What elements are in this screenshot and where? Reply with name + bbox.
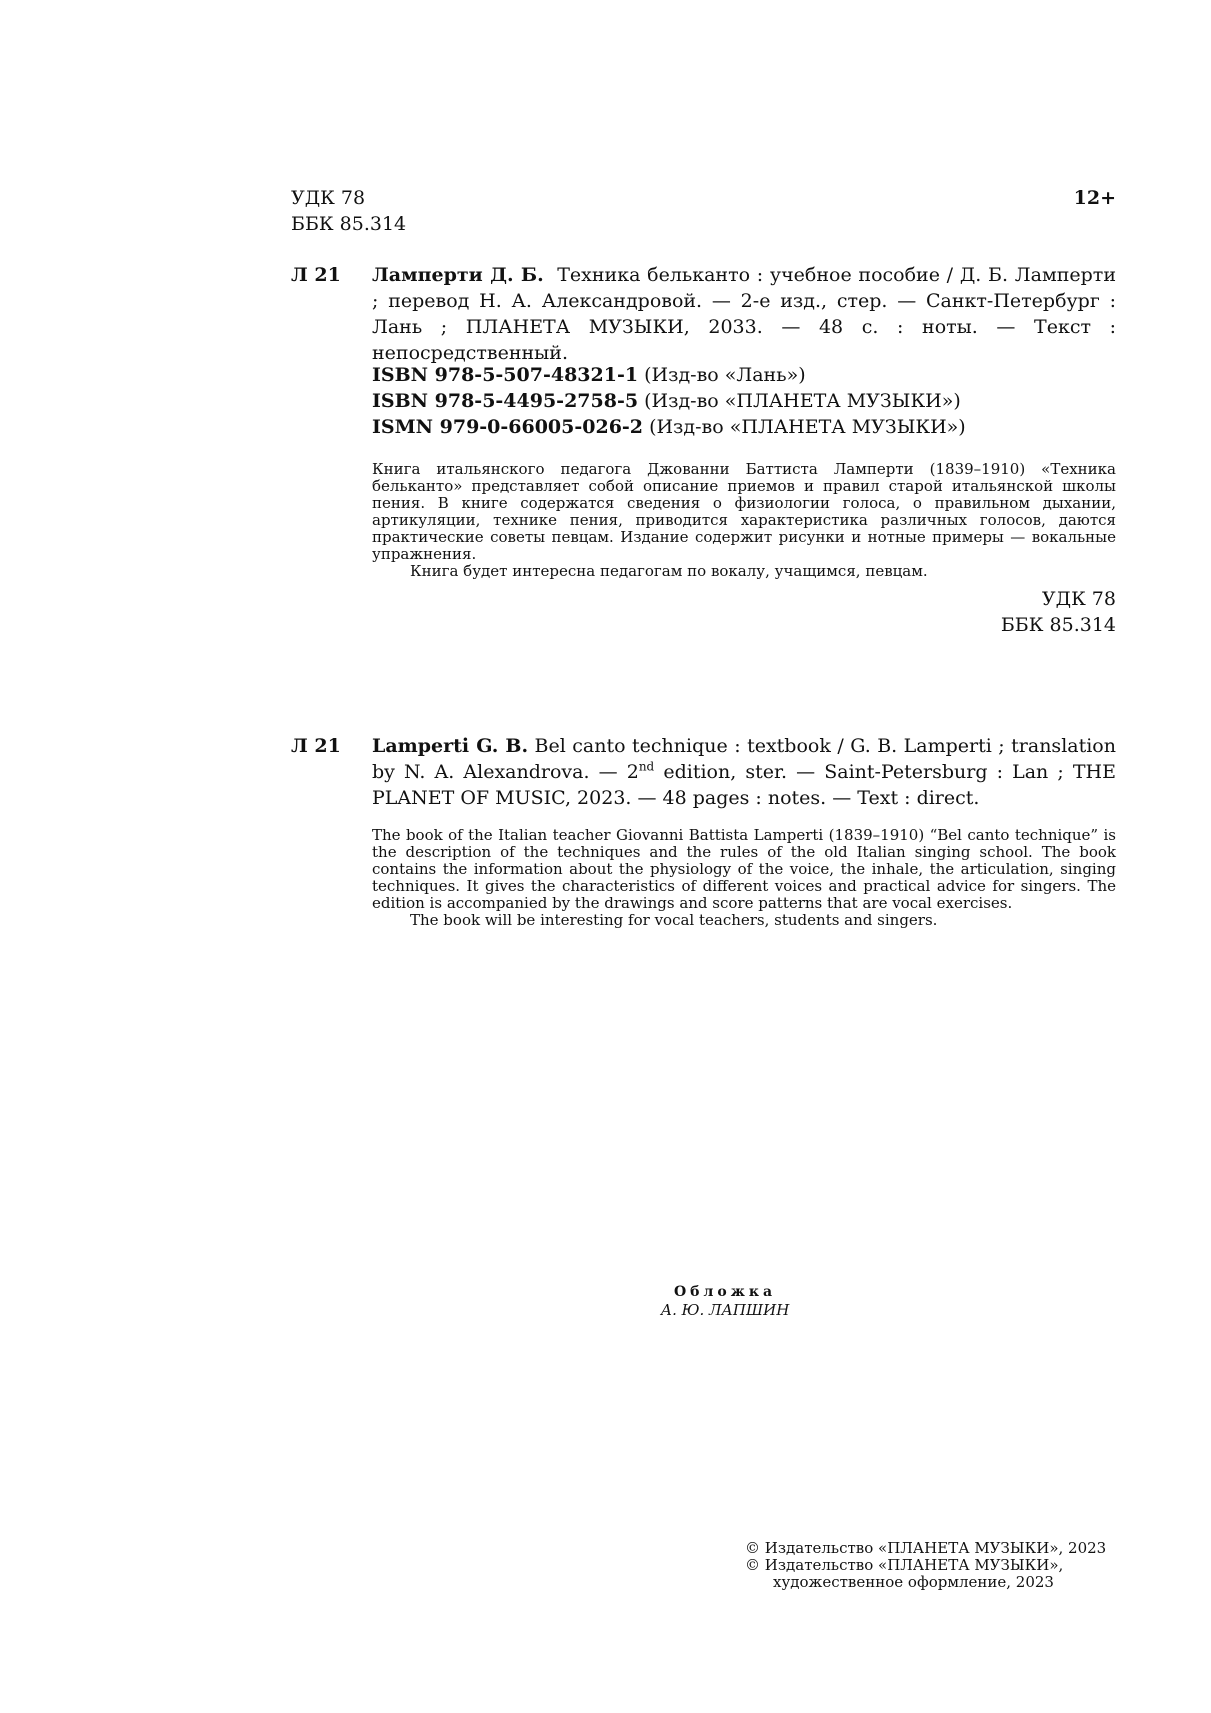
copyright-block — [745, 1540, 1106, 1591]
entry-code: Л 21 — [291, 264, 341, 286]
copyright-line: © Издательство «ПЛАНЕТА МУЗЫКИ», 2023 — [745, 1539, 1107, 1557]
udk-code: УДК 78 — [1041, 588, 1116, 610]
entry-text — [291, 733, 1116, 811]
copyright-line: © Издательство «ПЛАНЕТА МУЗЫКИ», — [745, 1556, 1064, 1574]
cover-credit — [600, 1283, 850, 1319]
russian-bibliographic-entry — [291, 262, 1116, 366]
entry-code: Л 21 — [291, 735, 341, 757]
identifier-publisher: (Изд-во «Лань») — [644, 364, 806, 386]
abstract-paragraph: Книга итальянского педагога Джованни Баттиста Ламперти (1839–1910) «Техника бельканто» представляет собой описание приемов и правил старой итальянской школы пения. В книге содержатся сведения о физиологии голоса, о правильном дыхании, артикуляции, технике пения, приводится характеристика различных голосов, даются практические советы певцам. Издание содержит рисунки и нотные примеры — вокальные упражнения. — [372, 460, 1116, 563]
cover-credit-name: А. Ю. ЛАПШИН — [660, 1301, 790, 1319]
abstract-paragraph: The book of the Italian teacher Giovanni Battista Lamperti (1839–1910) “Bel canto technique” is the description of the techniques and the rules of the old Italian singing school. The book contains the information about the physiology of the voice, the inhale, the articulation, singing techniques. It gives the characteristics of different voices and practical advice for singers. The edition is accompanied by the drawings and score patterns that are vocal exercises. — [372, 826, 1116, 912]
entry-author: Ламперти Д. Б. — [372, 264, 544, 286]
entry-description: Техника бельканто : учебное пособие / Д. Б. Ламперти ; перевод Н. А. Александровой. — 2-е изд., стер. — Санкт-Петербург : Лань ; ПЛАНЕТА МУЗЫКИ, 2033. — 48 с. : ноты. — Текст : непосредственный. — [372, 264, 1116, 364]
abstract-paragraph: Книга будет интересна педагогам по вокалу, учащимся, певцам. — [410, 562, 928, 580]
isbn-planeta — [372, 388, 966, 414]
bbk-code: ББК 85.314 — [291, 213, 407, 235]
identifier-value: ISBN 978-5-507-48321-1 — [372, 364, 639, 386]
entry-description-continued: edition, ster. — Saint-Petersburg : Lan ; THE PLANET OF MUSIC, 2023. — 48 pages : notes. — Text : direct. — [372, 761, 1117, 809]
cover-credit-title: Обложка — [673, 1284, 777, 1300]
identifier-publisher: (Изд-во «ПЛАНЕТА МУЗЫКИ») — [649, 416, 966, 438]
identifier-list — [372, 362, 966, 440]
abstract-paragraph: The book will be interesting for vocal teachers, students and singers. — [410, 911, 938, 929]
copyright-line: художественное оформление, 2023 — [773, 1573, 1054, 1591]
udk-code: УДК 78 — [291, 187, 366, 209]
english-abstract — [372, 827, 1116, 929]
isbn-lan — [372, 362, 966, 388]
age-rating: 12+ — [1073, 187, 1116, 209]
bbk-code: ББК 85.314 — [1000, 614, 1116, 636]
entry-author: Lamperti G. B. — [372, 735, 529, 757]
identifier-value: ISMN 979-0-66005-026-2 — [372, 416, 644, 438]
classification-repeat — [1001, 586, 1116, 638]
ordinal-superscript: nd — [638, 759, 655, 774]
entry-text — [291, 262, 1116, 366]
identifier-publisher: (Изд-во «ПЛАНЕТА МУЗЫКИ») — [644, 390, 961, 412]
russian-abstract — [372, 461, 1116, 580]
identifier-value: ISBN 978-5-4495-2758-5 — [372, 390, 639, 412]
english-bibliographic-entry — [291, 733, 1116, 811]
ismn-planeta — [372, 414, 966, 440]
entry-description: Bel canto technique : textbook / G. B. Lamperti ; translation by N. A. Alexandrova. — 2 — [372, 735, 1116, 783]
